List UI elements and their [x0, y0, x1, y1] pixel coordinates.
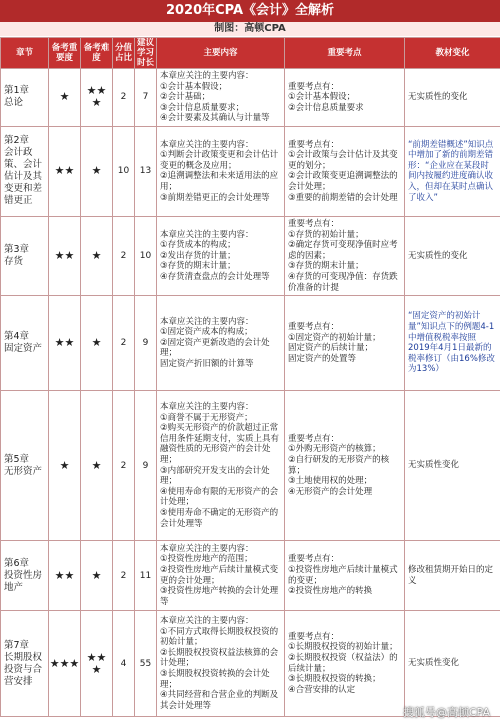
textbook-change-cell-line: “固定资产的初始计量”知识点下的例题4-1中增值税税率按照2019年4月1日最新的税率修订（由16%修改为13%） [408, 311, 495, 375]
table-row [1, 611, 500, 717]
main-content-cell-line: ③存货的期末计量； [160, 261, 236, 272]
textbook-change-cell [405, 69, 500, 127]
main-content-cell-line: ①会计基本假设； [160, 81, 228, 92]
study-hours: 13 [135, 126, 157, 216]
key-points-cell-line: ②长期股权投资（权益法）的后续计量； [288, 653, 398, 674]
score-share: 2 [113, 296, 135, 391]
key-points-cell-line: ③长期股权投资的转换； [288, 674, 381, 685]
importance-rating: ★ [49, 391, 81, 541]
key-points-cell-line: 重要考点有： [288, 321, 340, 332]
chapter-cell-line: 会计政策、会计估计及其变更和差错更正 [4, 147, 43, 207]
difficulty-rating-line: ★ [91, 96, 102, 110]
textbook-change-cell-line: 修改租赁期开始日的定义 [408, 565, 494, 586]
main-content-cell-line: ②固定资产更新改造的会计处理； [160, 337, 270, 359]
main-content-cell [157, 611, 285, 717]
main-content-cell-line: ⑤使用寿命不确定的无形资产的会计处理等 [160, 508, 279, 529]
key-points-cell-line: ①固定资产的初始计量； [288, 332, 381, 343]
key-points-cell-line: 固定资产的后续计量； [288, 343, 374, 354]
author-credit: 制图：高顿CPA [0, 22, 500, 36]
chapter-cell [1, 296, 49, 391]
header-cell: 备考难度 [81, 38, 113, 69]
table-row [1, 216, 500, 295]
importance-rating: ★ [49, 69, 81, 127]
header-cell: 分值占比 [113, 38, 135, 69]
key-points-cell [285, 69, 405, 127]
key-points-cell-line: ④无形资产的会计处理 [288, 486, 373, 497]
difficulty-rating [81, 611, 113, 717]
textbook-change-cell [405, 611, 500, 717]
table-row [1, 391, 500, 541]
main-content-cell-line: ③投资性房地产转换的会计处理等 [160, 586, 279, 607]
main-content-cell-line: 本章应关注的主要内容： [160, 139, 254, 150]
main-content-cell-line: ②购买无形资产的价款超过正常信用条件延期支付，实质上具有融资性质的无形资产的会计处理； [160, 423, 280, 466]
difficulty-rating-line: ★ [91, 249, 102, 263]
key-points-cell-line: 重要考点有： [288, 139, 340, 150]
difficulty-rating-line: ★★ [86, 84, 107, 98]
table-header-row [1, 38, 500, 69]
key-points-cell-line: ①会计政策与会计估计及其变更的划分； [288, 150, 398, 171]
chapter-cell-line: 第7章 [4, 639, 30, 651]
difficulty-rating [81, 216, 113, 295]
page-title: 2020年CPA《会计》全解析 [0, 0, 500, 23]
main-content-cell-line: ①投资性房地产的范围； [160, 554, 253, 565]
main-content-cell-line: ③会计信息质量要求； [160, 102, 245, 113]
chapter-cell-line: 第2章 [4, 135, 30, 147]
header-cell: 章节 [1, 38, 49, 69]
main-content-cell-line: ①判断会计政策变更和会计估计变更的概念及应用； [160, 150, 279, 171]
main-content-cell-line: ④存货清查盘点的会计处理等 [160, 271, 270, 282]
difficulty-rating-line: ★ [91, 164, 102, 178]
main-content-cell [157, 216, 285, 295]
key-points-cell [285, 296, 405, 391]
textbook-change-cell [405, 391, 500, 541]
chapter-cell-line: 第5章 [4, 453, 30, 465]
key-points-cell-line: ②会计政策变更追溯调整法的会计处理； [288, 171, 398, 193]
difficulty-rating [81, 126, 113, 216]
table-row [1, 541, 500, 611]
main-content-cell-line: ②追溯调整法和未来适用法的应用； [160, 171, 279, 193]
score-share: 2 [113, 69, 135, 127]
chapter-cell-line: 第1章 [4, 85, 30, 97]
main-content-cell-line: ②投资性房地产后续计量模式变更的会计处理； [160, 565, 279, 586]
difficulty-rating-line: ★ [91, 662, 102, 676]
importance-rating: ★★ [49, 541, 81, 611]
textbook-change-cell [405, 296, 500, 391]
table-row [1, 69, 500, 127]
difficulty-rating-line: ★ [91, 568, 102, 582]
key-points-cell-line: ②确定存货可变现净值时应考虑的因素； [288, 240, 398, 261]
key-points-cell-line: ①投资性房地产后续计量模式的变更； [288, 565, 398, 586]
textbook-change-cell [405, 126, 500, 216]
chapter-cell-line: 总论 [4, 97, 24, 109]
key-points-cell-line: ②会计信息质量要求 [288, 102, 364, 113]
key-points-cell-line: 固定资产的处置等 [288, 353, 357, 364]
main-content-cell-line: ①不同方式取得长期股权投资的初始计量； [160, 626, 279, 648]
key-points-cell-line: 重要考点有： [288, 218, 340, 229]
main-content-cell-line: 本章应关注的主要内容： [160, 316, 254, 327]
importance-rating: ★★ [49, 296, 81, 391]
key-points-cell-line: ④存货的可变现净值：存货跌价准备的计提 [288, 271, 398, 293]
main-content-cell-line: ①商誉不属于无形资产； [160, 412, 253, 423]
main-content-cell-line: ④共同经营和合营企业的判断及其会计处理等 [160, 690, 279, 711]
score-share: 2 [113, 216, 135, 295]
header-cell: 备考重要度 [49, 38, 81, 69]
key-points-cell-line: 重要考点有： [288, 433, 340, 444]
main-content-cell-line: ④使用寿命有限的无形资产的会计处理； [160, 486, 279, 508]
syllabus-table [0, 37, 500, 717]
textbook-change-cell [405, 541, 500, 611]
textbook-change-cell-line: 无实质性的变化 [408, 250, 468, 261]
key-points-cell-line: ①长期股权投资的初始计量； [288, 642, 398, 653]
score-share: 2 [113, 541, 135, 611]
chapter-cell-line: 第3章 [4, 244, 30, 256]
importance-rating: ★★ [49, 216, 81, 295]
main-content-cell-line: ③前期差错更正的会计处理等 [160, 192, 270, 203]
table-body [1, 69, 500, 717]
chapter-cell-line: 第6章 [4, 557, 30, 569]
chapter-cell [1, 611, 49, 717]
score-share: 10 [113, 126, 135, 216]
difficulty-rating-line: ★★ [86, 650, 107, 664]
score-share: 2 [113, 391, 135, 541]
main-content-cell-line: ②会计基础； [160, 92, 211, 103]
chapter-cell [1, 541, 49, 611]
header-cell: 主要内容 [157, 38, 285, 69]
main-content-cell-line: ①固定资产成本的构成； [160, 327, 253, 338]
textbook-change-cell-line: 无实质性的变化 [408, 92, 468, 103]
key-points-cell-line: 重要考点有： [288, 631, 340, 642]
difficulty-rating [81, 541, 113, 611]
chapter-cell-line: 长期股权投资与合营安排 [4, 651, 43, 687]
header-cell: 重要考点 [285, 38, 405, 69]
main-content-cell-line: 本章应关注的主要内容： [160, 402, 254, 413]
key-points-cell-line: ④合营安排的认定 [288, 684, 356, 695]
table-row [1, 126, 500, 216]
importance-rating: ★★ [49, 126, 81, 216]
chapter-cell [1, 69, 49, 127]
study-hours: 10 [135, 216, 157, 295]
main-content-cell-line: ③内部研究开发支出的会计处理； [160, 465, 270, 487]
key-points-cell-line: ①存货的初始计量； [288, 229, 364, 240]
main-content-cell-line: 本章应关注的主要内容： [160, 543, 254, 554]
difficulty-rating-line: ★ [91, 458, 102, 472]
study-hours: 9 [135, 296, 157, 391]
main-content-cell [157, 391, 285, 541]
main-content-cell-line: 本章应关注的主要内容： [160, 229, 254, 240]
study-hours: 55 [135, 611, 157, 717]
watermark-text: 搜狐号@高顿CPA [402, 706, 490, 719]
textbook-change-cell [405, 216, 500, 295]
key-points-cell-line: ②自行研发的无形资产的核算； [288, 455, 390, 476]
key-points-cell [285, 216, 405, 295]
main-content-cell-line: 本章应关注的主要内容： [160, 71, 254, 81]
key-points-cell-line: ③土地使用权的处理； [288, 476, 373, 487]
chapter-cell-line: 投资性房地产 [4, 569, 43, 593]
study-hours: 9 [135, 391, 157, 541]
chapter-cell [1, 126, 49, 216]
textbook-change-cell-line: 无实质性变化 [408, 460, 460, 471]
key-points-cell-line: 重要考点有： [288, 554, 340, 565]
difficulty-rating [81, 296, 113, 391]
main-content-cell [157, 541, 285, 611]
chapter-cell [1, 391, 49, 541]
key-points-cell-line: ①外购无形资产的核算； [288, 444, 381, 455]
key-points-cell-line: 重要考点有： [288, 81, 340, 92]
key-points-cell [285, 541, 405, 611]
chapter-cell-line: 存货 [4, 256, 24, 268]
main-content-cell [157, 126, 285, 216]
key-points-cell-line: ③重要的前期差错的会计处理 [288, 192, 398, 203]
main-content-cell-line: 固定资产折旧额的计算等 [160, 359, 254, 370]
study-hours: 7 [135, 69, 157, 127]
main-content-cell [157, 296, 285, 391]
chapter-cell [1, 216, 49, 295]
key-points-cell-line: ③存货的期末计量； [288, 261, 364, 272]
key-points-cell [285, 611, 405, 717]
difficulty-rating [81, 69, 113, 127]
main-content-cell-line: 本章应关注的主要内容： [160, 615, 254, 626]
main-content-cell-line: ②发出存货的计量； [160, 250, 236, 261]
main-content-cell-line: ③长期股权投资转换的会计处理； [160, 668, 270, 690]
header-cell: 建议学习时长 [135, 38, 157, 69]
main-content-cell-line: ④会计要素及其确认与计量等 [160, 113, 270, 124]
key-points-cell-line: ②投资性房地产的转换 [288, 586, 373, 597]
chapter-cell-line: 第4章 [4, 331, 30, 343]
textbook-change-cell-line: “前期差错概述”知识点中增加了新的前期差错形：“企业应在某段时间内按履约进度确认收入，但却在某时点确认了收入” [408, 139, 494, 203]
table-row [1, 296, 500, 391]
main-content-cell-line: ①存货成本的构成； [160, 240, 236, 251]
key-points-cell [285, 126, 405, 216]
key-points-cell [285, 391, 405, 541]
main-content-cell-line: ②长期股权投资权益法核算的会计处理； [160, 647, 279, 669]
study-hours: 11 [135, 541, 157, 611]
chapter-cell-line: 无形资产 [4, 465, 43, 477]
key-points-cell-line: ①会计基本假设； [288, 92, 356, 103]
importance-rating: ★★★ [49, 611, 81, 717]
main-content-cell [157, 69, 285, 127]
score-share: 4 [113, 611, 135, 717]
header-cell: 教材变化 [405, 38, 500, 69]
textbook-change-cell-line: 无实质性变化 [408, 658, 460, 669]
difficulty-rating-line: ★ [91, 336, 102, 350]
difficulty-rating [81, 391, 113, 541]
chapter-cell-line: 固定资产 [4, 343, 43, 355]
